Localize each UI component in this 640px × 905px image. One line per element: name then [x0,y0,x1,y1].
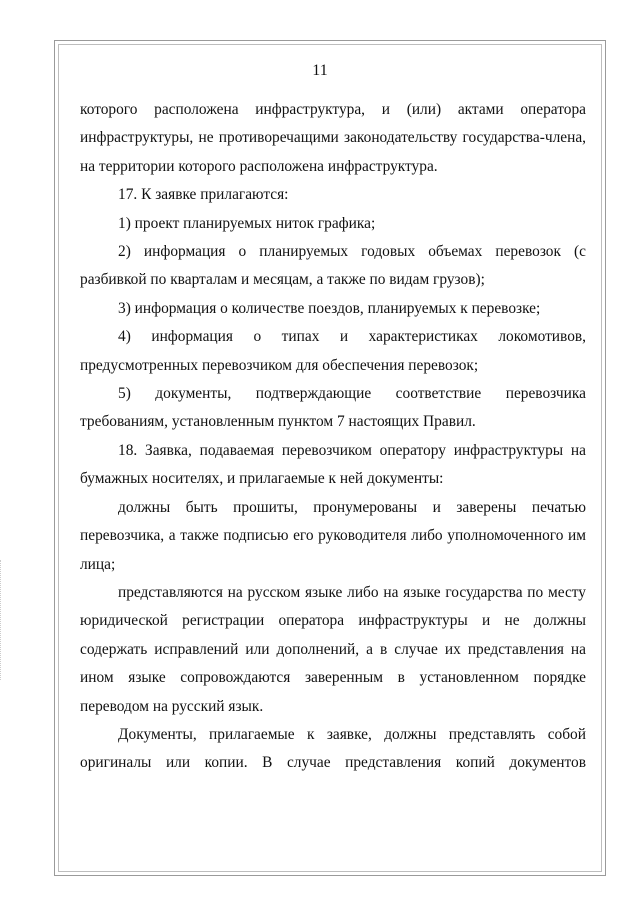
paragraph-list-5: 5) документы, подтверждающие соответствие перевозчика требованиям, установленным пунктом 7 настоящих Правил. [80,385,586,431]
paragraph-list-1: 1) проект планируемых ниток графика; [118,214,376,232]
paragraph-list-4: 4) информация о типах и характеристиках локомотивов, предусмотренных перевозчиком для обеспечения перевозок; [80,328,586,374]
paragraph-sub-2: представляются на русском языке либо на языке государства по месту юридической регистрации оператора инфраструктуры и не должны содержать исправлений или дополнений, а в случае их представления на ином языке сопровождаются заверенным в установленном порядке переводом на русский язык. [80,583,586,715]
page-number: 11 [312,62,328,79]
document-body [80,96,586,778]
scan-edge-mark [0,560,4,680]
paragraph-documents: Документы, прилагаемые к заявке, должны представлять собой оригиналы или копии. В случае представления копий документов [80,725,586,772]
paragraph-list-3: 3) информация о количестве поездов, планируемых к перевозке; [118,299,541,317]
paragraph-list-2: 2) информация о планируемых годовых объемах перевозок (с разбивкой по кварталам и месяцам, а также по видам грузов); [80,243,586,289]
paragraph-item-18: 18. Заявка, подаваемая перевозчиком оператору инфраструктуры на бумажных носителях, и прилагаемые к ней документы: [80,441,586,488]
paragraph-sub-1: должны быть прошиты, пронумерованы и заверены печатью перевозчика, а также подписью его руководителя либо уполномоченного им лица; [80,498,586,573]
paragraph-continuation: которого расположена инфраструктура, и (или) актами оператора инфраструктуры, не противоречащими законодательству государства-члена, на территории которого расположена инфраструктура. [80,101,586,175]
paragraph-item-17: 17. К заявке прилагаются: [118,186,289,204]
